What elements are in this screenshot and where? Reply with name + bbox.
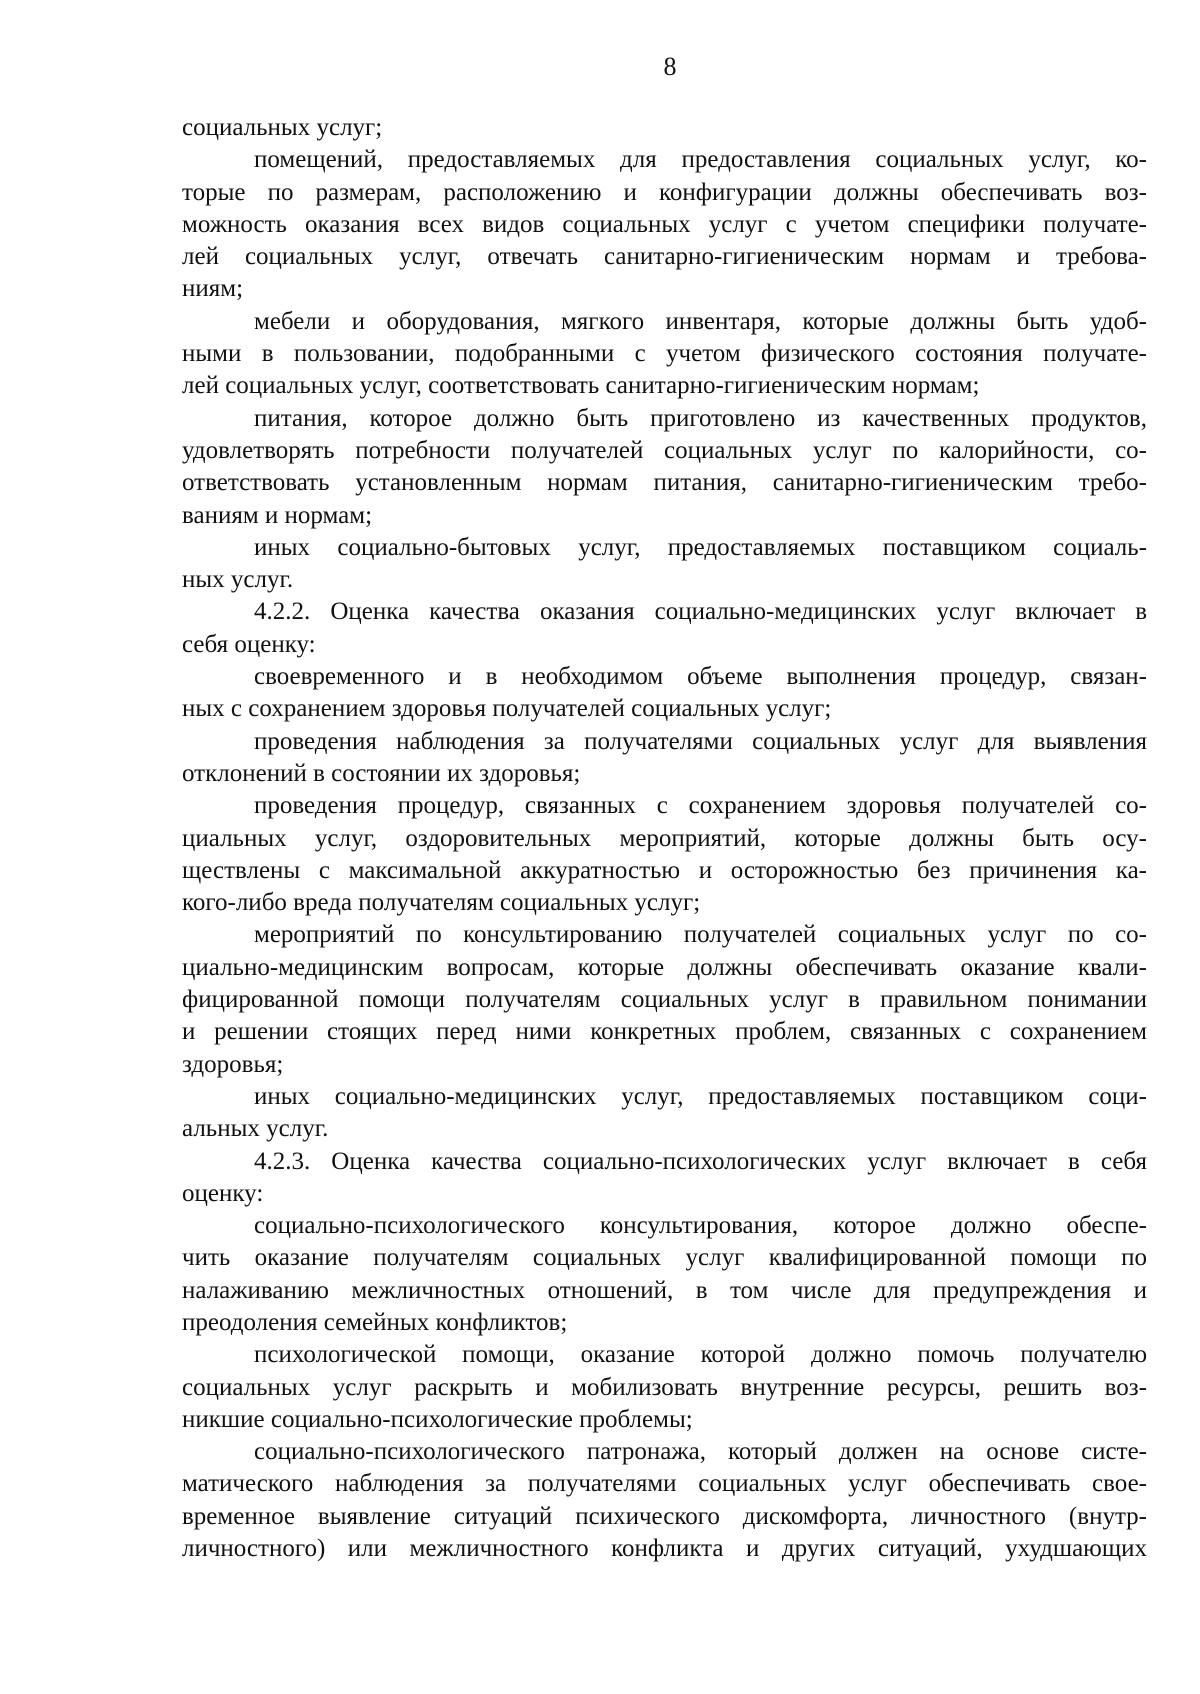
text-line: проведения процедур, связанных с сохранением здоровья получателей со- (254, 792, 1147, 820)
text-line: временное выявление ситуаций психического дискомфорта, личностного (внутр- (182, 1502, 1147, 1530)
text-line: матического наблюдения за получателями социальных услуг обеспечивать свое- (182, 1470, 1147, 1498)
text-line: можность оказания всех видов социальных услуг с учетом специфики получате- (182, 210, 1147, 238)
text-line: иных социально-медицинских услуг, предоставляемых поставщиком соци- (254, 1082, 1147, 1110)
text-line: фицированной помощи получателям социальных услуг в правильном понимании (182, 986, 1147, 1014)
text-line: ответствовать установленным нормам питания, санитарно-гигиеническим требо- (182, 469, 1147, 497)
text-line: кого-либо вреда получателям социальных услуг; (182, 889, 701, 917)
text-line: ниям; (182, 275, 244, 303)
text-line: психологической помощи, оказание которой должно помочь получателю (254, 1341, 1147, 1369)
text-line: социальных услуг раскрыть и мобилизовать внутренние ресурсы, решить воз- (182, 1373, 1147, 1401)
text-line: здоровья; (182, 1050, 284, 1078)
text-line: отклонений в состоянии их здоровья; (182, 759, 581, 787)
text-line: ными в пользовании, подобранными с учетом физического состояния получате- (182, 340, 1147, 368)
text-line: своевременного и в необходимом объеме выполнения процедур, связан- (254, 663, 1147, 691)
text-line: проведения наблюдения за получателями социальных услуг для выявления (254, 727, 1147, 755)
text-line: и решении стоящих перед ними конкретных проблем, связанных с сохранением (182, 1018, 1147, 1046)
page-number: 8 (663, 52, 677, 81)
text-line: социально-психологического патронажа, который должен на основе систе- (254, 1438, 1147, 1466)
text-line: налаживанию межличностных отношений, в том числе для предупреждения и (182, 1276, 1147, 1304)
text-line: питания, которое должно быть приготовлено из качественных продуктов, (254, 404, 1147, 432)
text-line: преодоления семейных конфликтов; (182, 1308, 568, 1336)
text-line: ваниям и нормам; (182, 501, 373, 529)
text-line: социальных услуг; (182, 114, 383, 141)
text-line: лей социальных услуг, отвечать санитарно-гигиеническим нормам и требова- (182, 243, 1147, 271)
text-line: личностного) или межличностного конфликта и других ситуаций, ухудшающих (182, 1535, 1147, 1563)
text-line: циальных услуг, оздоровительных мероприятий, которые должны быть осу- (182, 824, 1147, 852)
text-line: 4.2.3. Оценка качества социально-психологических услуг включает в себя (254, 1147, 1147, 1175)
text-line: помещений, предоставляемых для предоставления социальных услуг, ко- (254, 146, 1147, 174)
text-line: удовлетворять потребности получателей социальных услуг по калорийности, со- (182, 436, 1147, 464)
text-line: ных с сохранением здоровья получателей социальных услуг; (182, 695, 832, 723)
text-line: мероприятий по консультированию получателей социальных услуг по со- (254, 921, 1147, 949)
text-line: 4.2.2. Оценка качества оказания социально-медицинских услуг включает в (254, 598, 1147, 626)
text-line: ществлены с максимальной аккуратностью и осторожностью без причинения ка- (182, 856, 1147, 884)
text-line: мебели и оборудования, мягкого инвентаря, которые должны быть удоб- (254, 307, 1147, 335)
text-line: циально-медицинским вопросам, которые должны обеспечивать оказание квали- (182, 953, 1147, 981)
text-line: социально-психологического консультирования, которое должно обеспе- (254, 1212, 1147, 1240)
text-line: себя оценку: (182, 630, 316, 658)
text-line: альных услуг. (182, 1115, 329, 1143)
text-line: чить оказание получателям социальных услуг квалифицированной помощи по (182, 1244, 1147, 1272)
text-line: оценку: (182, 1179, 264, 1207)
text-line: никшие социально-психологические проблемы; (182, 1405, 693, 1433)
text-line: лей социальных услуг, соответствовать санитарно-гигиеническим нормам; (182, 372, 980, 400)
text-line: торые по размерам, расположению и конфигурации должны обеспечивать воз- (182, 178, 1147, 206)
document-body (182, 112, 1147, 1565)
text-line: ных услуг. (182, 566, 294, 594)
text-line: иных социально-бытовых услуг, предоставляемых поставщиком социаль- (254, 533, 1147, 561)
